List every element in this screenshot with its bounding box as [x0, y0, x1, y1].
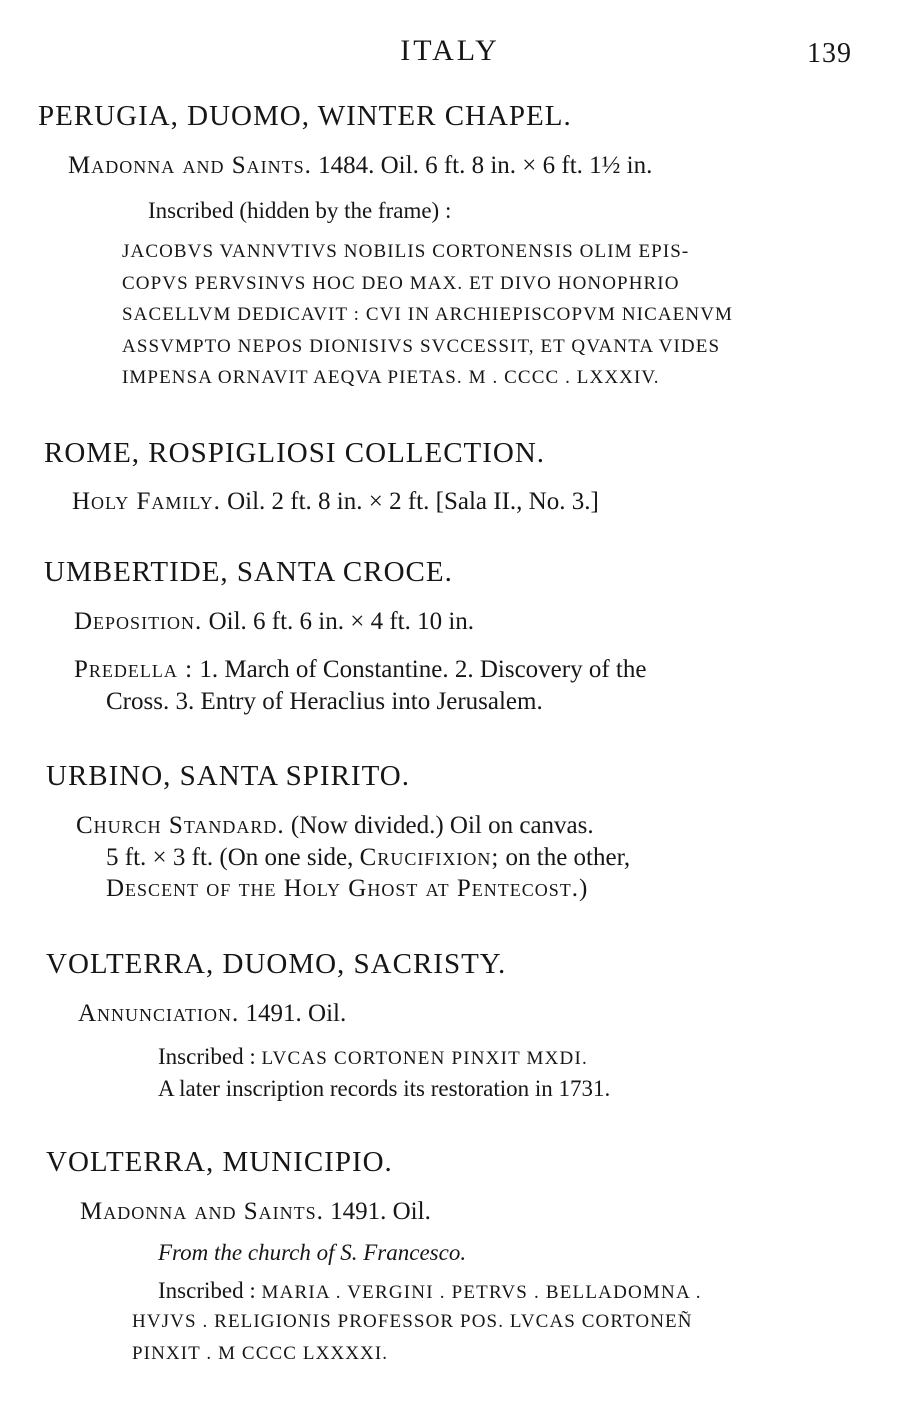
entry-volterra-municipio [80, 1198, 431, 1226]
inscribed-line [158, 1278, 702, 1304]
predella-label: Predella : [74, 656, 194, 683]
inscription-line: ASSVMPTO NEPOS DIONISIVS SVCCESSIT, ET QVANTA VIDES [122, 335, 721, 357]
predella-line-1 [74, 656, 646, 684]
inscription-line: SACELLVM DEDICAVIT : CVI IN ARCHIEPISCOPVM NICAENVM [122, 304, 734, 325]
section-heading-rome: ROME, ROSPIGLIOSI COLLECTION. [44, 437, 546, 469]
inscription-line: IMPENSA ORNAVIT AEQVA PIETAS. M . CCCC . LXXXIV. [122, 367, 660, 388]
entry-subject: Madonna and Saints. [80, 1198, 324, 1225]
entry-urbino-line-2 [106, 844, 630, 872]
inscription-text: LVCAS CORTONEN PINXIT MXDI. [261, 1048, 588, 1069]
inscribed-label: Inscribed : [158, 1278, 256, 1303]
entry-details: 1484. Oil. 6 ft. 8 in. × 6 ft. 1½ in. [318, 152, 653, 179]
running-title: ITALY [400, 34, 500, 67]
entry-subject: Madonna and Saints. [68, 152, 312, 179]
inscription-line: PINXIT . M CCCC LXXXXI. [132, 1342, 389, 1364]
section-heading-urbino: URBINO, SANTA SPIRITO. [46, 760, 410, 792]
section-heading-volterra-municipio: VOLTERRA, MUNICIPIO. [46, 1146, 393, 1178]
inscription-block-perugia [122, 236, 733, 394]
subject-descent: Descent of the Holy Ghost at Pentecost. [106, 875, 580, 902]
entry-perugia [68, 152, 652, 180]
entry-subject: Holy Family. [72, 488, 221, 515]
entry-details: 1491. Oil. [245, 1000, 347, 1027]
entry-details: 5 ft. × 3 ft. (On one side, [106, 844, 354, 871]
restoration-note: A later inscription records its restoration in 1731. [158, 1076, 611, 1101]
inscription-line: COPVS PERVSINVS HOC DEO MAX. ET DIVO HONOPHRIO [122, 272, 680, 294]
entry-urbino-line-1 [76, 812, 594, 840]
entry-details: Oil. 6 ft. 6 in. × 4 ft. 10 in. [208, 608, 475, 635]
inscription-text: MARIA . VERGINI . PETRVS . BELLADOMNA . [261, 1282, 702, 1303]
predella-line-2: Cross. 3. Entry of Heraclius into Jerusalem. [106, 688, 543, 715]
entry-rome [72, 488, 599, 516]
page-number: 139 [807, 38, 852, 69]
closing-paren: ) [579, 875, 588, 902]
entry-subject: Church Standard. [76, 812, 285, 839]
entry-subject: Annunciation. [78, 1000, 240, 1027]
entry-umbertide [74, 608, 474, 636]
predella-text: 1. March of Constantine. 2. Discovery of the [199, 656, 647, 683]
section-heading-perugia: PERUGIA, DUOMO, WINTER CHAPEL. [38, 100, 572, 132]
entry-urbino-line-3 [106, 875, 587, 903]
section-heading-volterra-duomo: VOLTERRA, DUOMO, SACRISTY. [46, 948, 507, 980]
entry-details: on the other, [505, 844, 631, 871]
inscription-note: Inscribed (hidden by the frame) : [148, 198, 452, 223]
entry-subject: Deposition. [74, 608, 203, 635]
section-heading-umbertide: UMBERTIDE, SANTA CROCE. [44, 556, 453, 588]
inscribed-label: Inscribed : [158, 1044, 256, 1069]
inscription-block-municipio [132, 1306, 693, 1369]
subject-crucifixion: Crucifixion; [359, 844, 500, 871]
entry-details: Oil. 2 ft. 8 in. × 2 ft. [Sala II., No. 3.] [227, 488, 599, 515]
inscribed-line [158, 1044, 588, 1070]
inscription-line: HVJVS . RELIGIONIS PROFESSOR POS. LVCAS CORTONEÑ [132, 1311, 693, 1332]
entry-details: (Now divided.) Oil on canvas. [290, 812, 594, 839]
entry-volterra-duomo [78, 1000, 346, 1028]
inscription-line: JACOBVS VANNVTIVS NOBILIS CORTONENSIS OLIM EPIS- [122, 241, 690, 262]
entry-details: 1491. Oil. [330, 1198, 431, 1225]
provenance-note: From the church of S. Francesco. [158, 1240, 467, 1265]
